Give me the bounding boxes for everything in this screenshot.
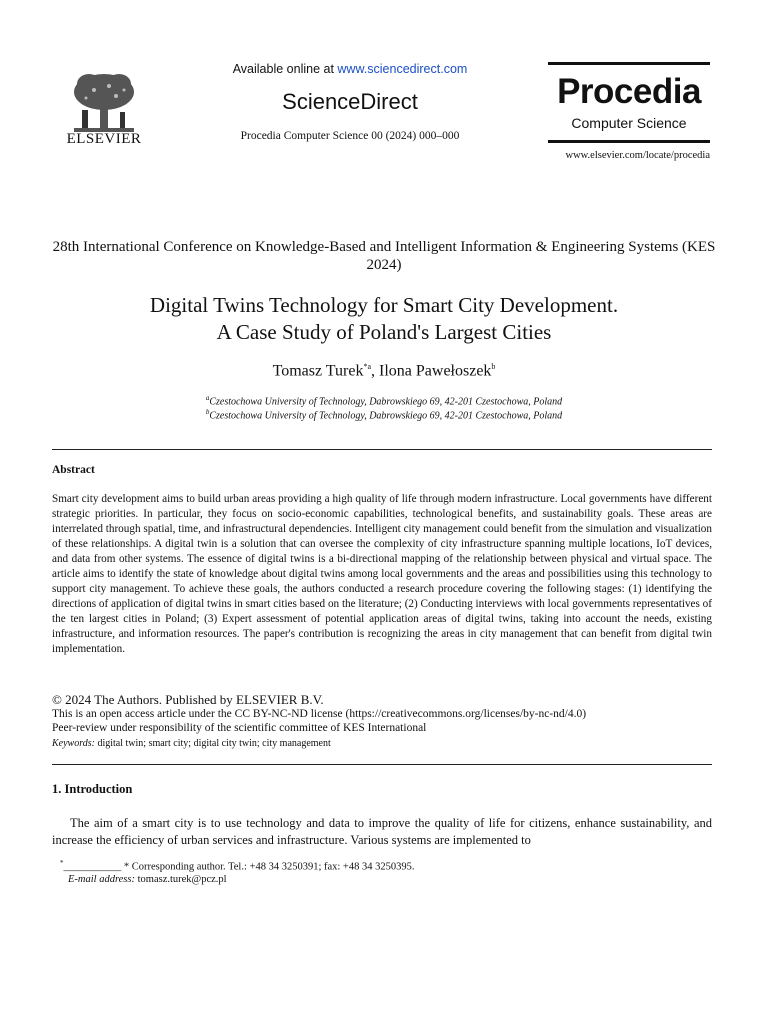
email-label: E-mail address: (68, 874, 135, 885)
abstract-text: Smart city development aims to build urban areas providing a high quality of life through modern infrastructure. Local governments have different strategic priorities. In particular, they focus on socio-economic capabilities, technological benefits, and sustainability goals. These areas are interrelated through spatial, time, and infrastructural dependencies. Intelligent city management could benefit from the simulation and visualization of these relationships. A digital twin is a solution that can oversee the complexity of city infrastructure spanning multiple locations, IoT devices, and data from other systems. The essence of digital twins is a bi-directional mapping of the relationship between physical and virtual space. The article aims to identify the state of knowledge about digital twins among local governments and the areas and possibilities using this technology to support city management. To achieve these goals, the authors conducted a research procedure covering the following stages: (1) identifying the directions of application of digital twins in smart cities based on the literature; (2) Conducting interviews with local governments representatives of the ten largest cities in Poland; (3) Expert assessment of potential application areas of digital twins, taking into account the needs, existing infrastructure, and information resources. The paper's contribution is recognizing the areas in city management that can benefit from digital twin implementation. (52, 493, 712, 655)
author-marker: b (491, 362, 496, 371)
available-online (200, 62, 500, 76)
copyright-notice: © 2024 The Authors. Published by ELSEVIER B.V. (52, 692, 324, 707)
author-list (52, 362, 716, 380)
author-marker: *a (363, 362, 372, 371)
journal-logo-title: Procedia (557, 72, 701, 111)
email-footnote (68, 874, 227, 885)
footnote-marker: * (60, 859, 64, 867)
affiliation-text: Czestochowa University of Technology, Dabrowskiego 69, 42-201 Czestochowa, Poland (209, 396, 563, 408)
affiliation-marker: a (205, 394, 210, 402)
sciencedirect-link[interactable]: www.sciencedirect.com (337, 62, 468, 76)
platform-name: ScienceDirect (282, 89, 418, 114)
author-name: Ilona Pawełoszek (379, 362, 492, 380)
author-separator: , (371, 362, 380, 380)
affiliation (52, 408, 716, 421)
affiliation-text: Czestochowa University of Technology, Dabrowskiego 69, 42-201 Czestochowa, Poland (209, 410, 563, 422)
peer-review-notice: Peer-review under responsibility of the scientific committee of KES International (52, 722, 427, 734)
author-name: Tomasz Turek (272, 362, 364, 380)
section-text: The aim of a smart city is to use technology and data to improve the quality of life for citizens, enhance sustainability, and increase the efficiency of urban services and infrastructure. Various systems are implemented to (52, 816, 712, 847)
paper-title (52, 292, 716, 346)
journal-citation: Procedia Computer Science 00 (2024) 000–000 (240, 130, 460, 142)
abstract-heading: Abstract (52, 464, 95, 476)
paper-title-line-2: A Case Study of Poland's Largest Cities (216, 320, 552, 344)
keywords-list: digital twin; smart city; digital city twin; city management (94, 738, 331, 749)
paper-title-line-1: Digital Twins Technology for Smart City Development. (149, 293, 619, 317)
journal-logo-top-rule (548, 62, 710, 65)
section-heading: 1. Introduction (52, 782, 133, 796)
email-address[interactable]: tomasz.turek@pcz.pl (134, 874, 227, 885)
keywords-label: Keywords: (52, 738, 95, 749)
keywords (52, 738, 712, 749)
publisher-name: ELSEVIER (66, 131, 142, 147)
affiliation (52, 394, 716, 407)
journal-logo-bottom-rule (548, 140, 710, 143)
section-divider (52, 764, 712, 765)
corresponding-author-footnote (60, 859, 414, 873)
license-notice: This is an open access article under the CC BY-NC-ND license (https://creativecommons.org/licenses/by-nc-nd/4.0) (52, 708, 587, 720)
footnote-text: ___________ * Corresponding author. Tel.: +48 34 3250391; fax: +48 34 3250395. (63, 861, 415, 873)
journal-logo-subtitle: Computer Science (571, 115, 687, 131)
section-divider (52, 449, 712, 450)
affiliation-marker: b (205, 408, 210, 416)
conference-name: 28th International Conference on Knowledge-Based and Intelligent Information & Engineering Systems (KES 2024) (52, 239, 716, 273)
available-prefix: Available online at (232, 62, 338, 76)
journal-url[interactable]: www.elsevier.com/locate/procedia (565, 150, 710, 161)
